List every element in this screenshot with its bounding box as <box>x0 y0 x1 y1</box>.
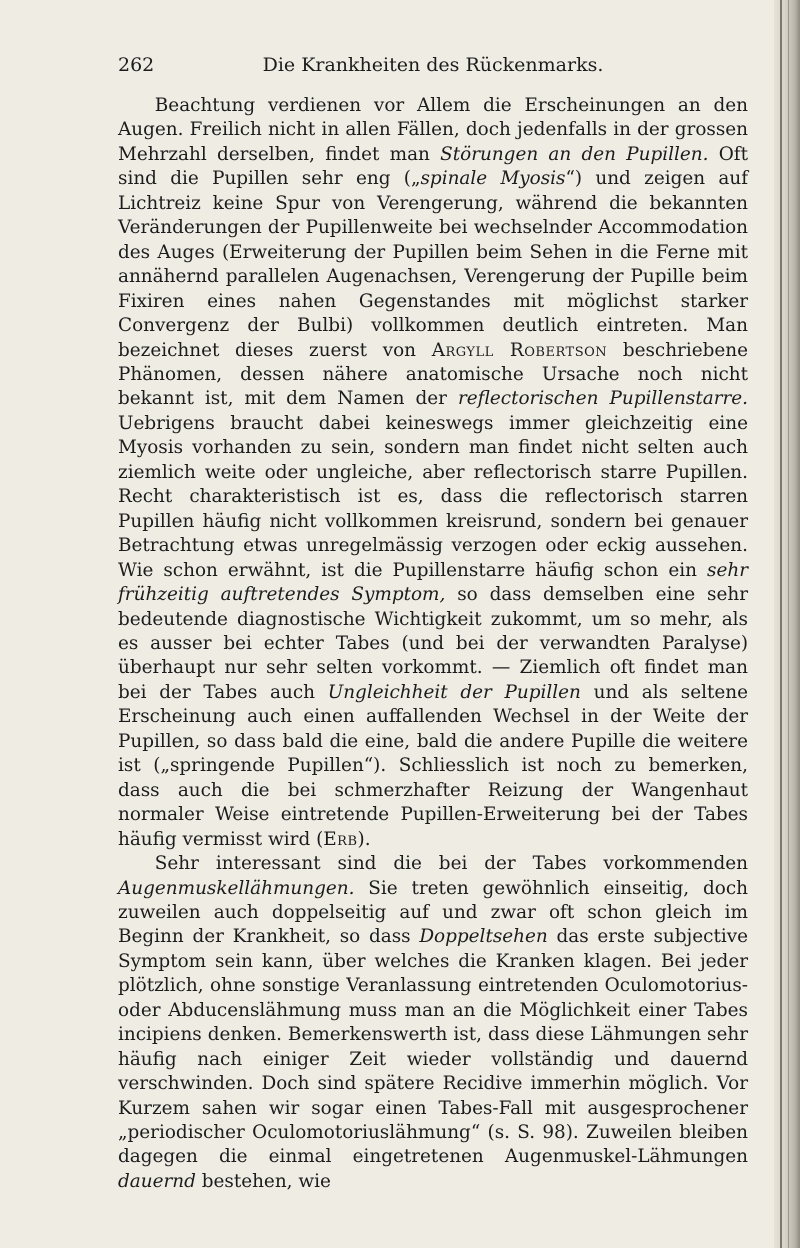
text-segment-italic: Doppeltsehen <box>419 926 548 948</box>
page-number: 262 <box>118 54 155 76</box>
text-segment-italic: dauernd <box>118 1170 196 1192</box>
text-segment: Uebrigens braucht dabei keineswegs immer gleichzeitig eine Myosis vorhanden zu sein, sondern man findet nicht selten auch ziemlich weite oder ungleiche, aber reflectorisch starre Pupillen. Recht charakteristisch ist es, dass die reflectorisch starren Pupillen häufig nicht vollkommen kreisrund, sondern bei genauer Betrachtung etwas unregelmässig verzogen oder eckig aussehen. Wie schon erwähnt, ist die Pupillenstarre häufig schon ein <box>118 412 748 581</box>
text-segment: Oft sind die Pupillen sehr eng („ <box>118 143 748 190</box>
text-segment-italic: Störungen an den Pupillen. <box>440 143 709 165</box>
text-segment: Beachtung verdienen vor Allem die Erscheinungen an den Augen. Freilich nicht in allen Fällen, doch jedenfalls in der grossen Mehrzahl derselben, findet man <box>118 95 748 165</box>
page-header <box>118 54 748 84</box>
text-segment-italic: Augenmuskellähmungen. <box>118 877 355 899</box>
text-segment: das erste subjective Symptom sein kann, über welches die Kranken klagen. Bei jeder plötzlich, ohne sonstige Veranlassung eintretenden Oculomotorius- oder Abducenslähmung muss man an die Möglichkeit einer Tabes incipiens denken. Bemerkenswerth ist, dass diese Lähmungen sehr häufig nach einiger Zeit wieder vollständig und dauernd verschwinden. Doch sind spätere Recidive immerhin möglich. Vor Kurzem sahen wir sogar einen Tabes-Fall mit ausgesprochener „periodischer Oculomotoriuslähmung“ (s. S. 98). Zuweilen bleiben dagegen die einmal eingetretenen Augenmuskel-Lähmungen <box>118 926 748 1168</box>
page-edge-shadow <box>774 0 800 1248</box>
text-segment: ). <box>357 828 371 850</box>
paragraph-eye-symptoms <box>118 94 748 852</box>
text-segment-italic: spinale Myosis <box>420 168 566 190</box>
text-segment: so dass demselben eine sehr bedeutende diagnostische Wichtigkeit zukommt, um so mehr, als es ausser bei echter Tabes (und bei der verwandten Paralyse) überhaupt nur sehr selten vorkommt. — Ziemlich oft findet man bei der Tabes auch <box>118 584 748 703</box>
text-segment: “) und zeigen auf Lichtreiz keine Spur von Verengerung, während die bekannten Veränderungen der Pupillenweite bei wechselnder Accommodation des Auges (Erweiterung der Pupillen beim Sehen in die Ferne mit annähernd parallelen Augenachsen, Verengerung der Pupille beim Fixiren eines nahen Gegenstandes mit möglichst starker Convergenz der Bulbi) vollkommen deutlich eintreten. Man bezeichnet dieses zuerst von <box>118 168 748 361</box>
text-segment-italic: reflectorischen Pupillenstarre. <box>457 388 749 410</box>
text-segment: beschriebene Phänomen, dessen nähere anatomische Ursache noch nicht bekannt ist, mit dem Namen der <box>118 339 749 410</box>
text-segment-italic: Ungleichheit der Pupillen <box>327 681 581 703</box>
text-segment: Sie treten gewöhnlich einseitig, doch zuweilen auch doppelseitig auf und zwar oft schon gleich im Beginn der Krankheit, so dass <box>118 877 748 948</box>
text-segment: bestehen, wie <box>195 1170 331 1192</box>
text-segment: Sehr interessant sind die bei der Tabes vorkommenden <box>154 853 748 875</box>
author-name: Argyll Robertson <box>431 339 608 361</box>
author-name: Erb <box>323 828 358 850</box>
body-text <box>118 94 748 1194</box>
paragraph-eye-muscle-paralysis <box>118 852 748 1194</box>
text-segment: und als seltene Erscheinung auch einen auffallenden Wechsel in der Weite der Pupillen, so dass bald die eine, bald die andere Pupille die weitere ist („springende Pupillen“). Schliesslich ist noch zu bemerken, dass auch die bei schmerzhafter Reizung der Wangenhaut normaler Weise eintretende Pupillen-Erweiterung bei der Tabes häufig vermisst wird ( <box>118 681 748 850</box>
text-segment-italic: sehr frühzeitig auftretendes Symptom, <box>118 559 748 606</box>
running-title: Die Krankheiten des Rückenmarks. <box>262 54 604 76</box>
